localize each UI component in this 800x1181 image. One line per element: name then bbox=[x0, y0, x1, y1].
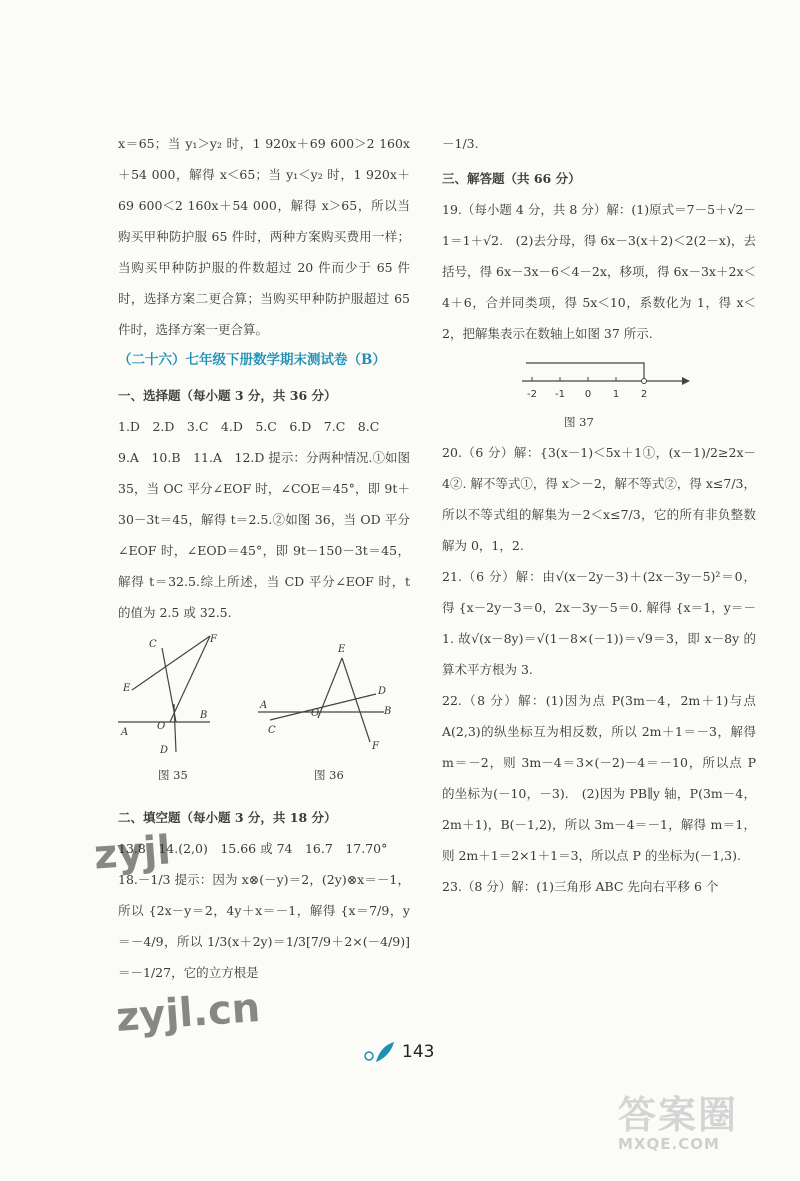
number-line-figure bbox=[442, 351, 756, 429]
watermark-inline-2: zyjl.cn bbox=[114, 985, 262, 1041]
section-title: （二十六）七年级下册数学期末测试卷（B） bbox=[118, 352, 386, 368]
fig36-label-e: E bbox=[338, 644, 346, 655]
tick-label-1: 1 bbox=[612, 389, 620, 400]
fig35-label-f: F bbox=[210, 634, 217, 645]
fig35-label-d: D bbox=[160, 745, 169, 754]
fig36-label-c: C bbox=[268, 725, 276, 736]
number-line bbox=[522, 351, 712, 409]
fig36-label-d: D bbox=[378, 686, 387, 697]
figure-36 bbox=[258, 634, 408, 754]
fig36-label-b: B bbox=[384, 706, 392, 717]
fill-answers-2: 18.－1/3 提示：因为 x⊗(－y)＝2，(2y)⊗x＝－1，所以 {2x－y＝2，4y＋x＝－1，解得 {x＝7/9，y＝－4/9，所以 1/3(x＋2y)＝1/3[7/9＋2×(－4/9)]＝－1/27，它的立方根是 bbox=[118, 872, 410, 980]
watermark-inline-1: zyjl bbox=[92, 827, 173, 879]
figure-row bbox=[118, 634, 410, 780]
leaf-logo-icon bbox=[362, 1040, 396, 1066]
tick-label-minus-1: -1 bbox=[555, 389, 565, 400]
fig36-label-a: A bbox=[260, 700, 268, 711]
left-paragraph-1: x＝65；当 y₁＞y₂ 时，1 920x＋69 600＞2 160x＋54 000，解得 x＜65；当 y₁＜y₂ 时，1 920x＋69 600＜2 160x＋54 000，解得 x＞65，所以当购买甲种防护服 65 件时，两种方案购买费用一样；当购买甲种防护服的件数超过 20 件而少于 65 件时，选择方案二更合算；当购买甲种防护服超过 65 件时，选择方案一更合算。 bbox=[118, 136, 410, 337]
figure-35 bbox=[118, 634, 258, 754]
question-21: 21.（6 分）解：由√(x－2y－3)＋(2x－3y－5)²＝0，得 {x－2y－3＝0，2x－3y－5＝0. 解得 {x＝1，y＝－1. 故√(x－8y)＝√(1－8×(－1))＝√9＝3，即 x－8y 的算术平方根为 3. bbox=[442, 569, 756, 677]
question-19: 19.（每小题 4 分，共 8 分）解：(1)原式＝7－5＋√2－1＝1＋√2. (2)去分母，得 6x－3(x＋2)＜2(2－x)，去括号，得 6x－3x－6＜4－2x，移项，得 6x－3x＋2x＜4＋6，合并同类项，得 5x＜10，系数化为 1，得 x＜2，把解集表示在数轴上如图 37 所示. bbox=[442, 202, 756, 341]
fig36-label-o: O bbox=[311, 708, 320, 719]
tick-label-0: 0 bbox=[584, 389, 592, 400]
question-23: 23.（8 分）解：(1)三角形 ABC 先向右平移 6 个 bbox=[442, 879, 719, 894]
fig35-label-a: A bbox=[121, 727, 129, 738]
fig35-label-b: B bbox=[200, 710, 208, 721]
fill-heading: 二、填空题（每小题 3 分，共 18 分） bbox=[118, 810, 337, 825]
watermark-site-text: MXQE.COM bbox=[618, 1135, 720, 1153]
right-paragraph-0: －1/3. bbox=[442, 136, 479, 151]
solve-heading: 三、解答题（共 66 分） bbox=[442, 171, 581, 186]
fig35-label-c: C bbox=[149, 639, 157, 650]
fill-answers-1: 13.8 14.(2,0) 15.66 或 74 16.7 17.70° bbox=[118, 841, 388, 856]
tick-label-minus-2: -2 bbox=[527, 389, 537, 400]
fig36-caption: 图 36 bbox=[314, 768, 344, 782]
choice-answers-1: 1.D 2.D 3.C 4.D 5.C 6.D 7.C 8.C bbox=[118, 419, 380, 434]
tick-label-2: 2 bbox=[640, 389, 648, 400]
fig35-label-e: E bbox=[123, 683, 131, 694]
question-20: 20.（6 分）解：{3(x－1)＜5x＋1①，(x－1)/2≥2x－4②. 解不等式①，得 x＞－2，解不等式②，得 x≤7/3，所以不等式组的解集为－2＜x≤7/3，它的所有非负整数解为 0，1，2. bbox=[442, 445, 756, 553]
page-number: 143 bbox=[402, 1042, 435, 1062]
fig35-label-o: O bbox=[157, 721, 166, 732]
watermark-brand-text: 答案圈 bbox=[618, 1093, 739, 1137]
question-22: 22.（8 分）解：(1)因为点 P(3m－4，2m＋1)与点 A(2,3)的纵坐标互为相反数，所以 2m＋1＝－3，解得 m＝－2，则 3m－4＝3×(－2)－4＝－10，所以点 P 的坐标为(－10，－3). (2)因为 PB∥y 轴，P(3m－4，2m＋1)，B(－1,2)，所以 3m－4＝－1，解得 m＝1，则 2m＋1＝2×1＋1＝3，所以点 P 的坐标为(－1,3). bbox=[442, 693, 756, 863]
choice-heading: 一、选择题（每小题 3 分，共 36 分） bbox=[118, 388, 337, 403]
page-footer bbox=[362, 1040, 462, 1066]
fig35-caption: 图 35 bbox=[158, 768, 188, 782]
choice-answers-2: 9.A 10.B 11.A 12.D 提示：分两种情况.①如图 35，当 OC 平分∠EOF 时，∠COE＝45°，即 9t＋30－3t＝45，解得 t＝2.5.②如图 36，当 OD 平分∠EOF 时，∠EOD＝45°，即 9t－150－3t＝45，解得 t＝32.5.综上所述，当 CD 平分∠EOF 时，t 的值为 2.5 或 32.5. bbox=[118, 450, 410, 620]
fig36-label-f: F bbox=[372, 741, 379, 752]
fig37-caption: 图 37 bbox=[564, 415, 594, 429]
watermark-brand bbox=[618, 1084, 778, 1164]
right-column bbox=[442, 128, 756, 902]
